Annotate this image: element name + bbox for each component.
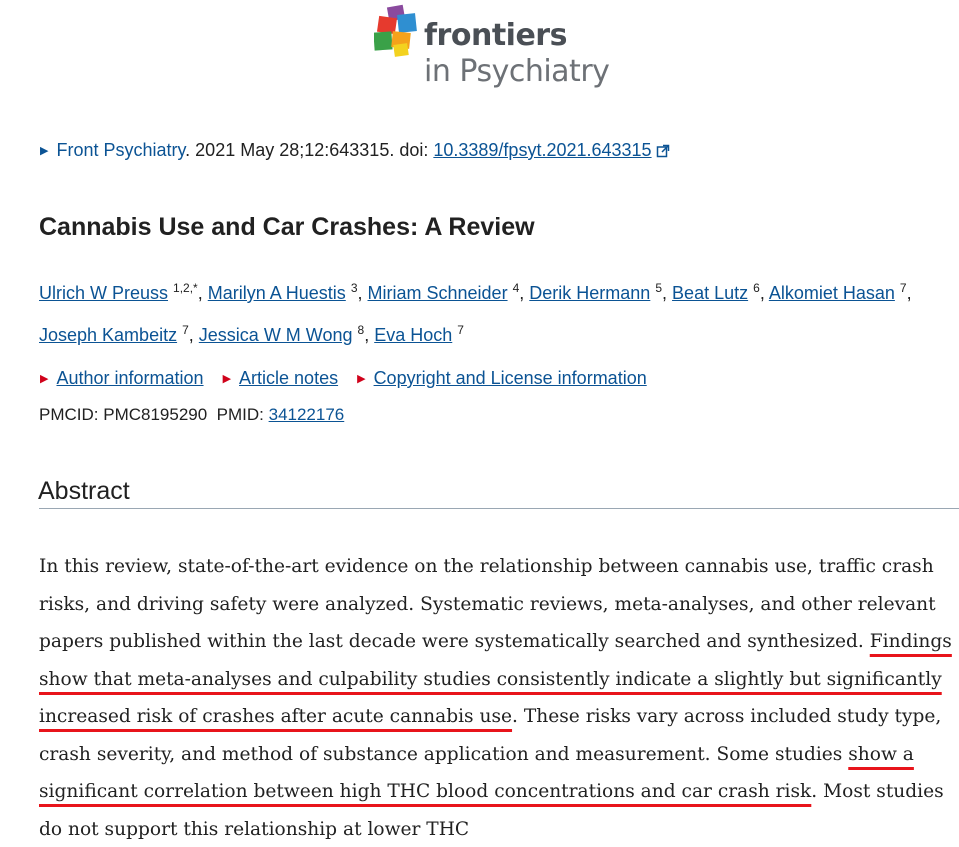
- abstract-text-segment: In this review, state-of-the-art evidence on the relationship between cannabis use, traffic crash risks, and driving safety were analyzed. Systematic reviews, meta-analyses, and other relevant papers published within the last decade were systematically searched and synthesized.: [39, 556, 936, 652]
- author-affiliation: 6: [753, 281, 760, 295]
- author-link[interactable]: Joseph Kambeitz: [39, 325, 178, 345]
- author-item: [208, 283, 358, 303]
- author-item: [529, 283, 662, 303]
- highlighted-finding: Findings show that meta-analyses and culpability studies consistently indicate a slightly but significantly increased risk of crashes after acute cannabis use: [39, 631, 952, 727]
- author-affiliation: 5: [655, 281, 663, 295]
- pmcid-value: PMC8195290: [103, 405, 208, 424]
- author-link[interactable]: Derik Hermann: [529, 283, 651, 303]
- author-affiliation: 7: [899, 281, 907, 295]
- abstract-paragraph: [39, 548, 959, 847]
- journal-logo: [374, 4, 634, 94]
- frontiers-cube-icon: [374, 4, 422, 58]
- author-link[interactable]: Jessica W M Wong: [198, 325, 353, 345]
- logo-word-frontiers: frontiers: [424, 18, 567, 53]
- author-item: [39, 283, 198, 303]
- expand-triangle-icon[interactable]: ▶: [40, 145, 49, 157]
- expand-triangle-icon[interactable]: ▶: [357, 373, 366, 385]
- author-item: [39, 325, 189, 345]
- author-link[interactable]: Miriam Schneider: [367, 283, 508, 303]
- author-affiliation: 3: [350, 281, 358, 295]
- author-item: [199, 325, 364, 345]
- author-affiliation: 7: [457, 323, 464, 337]
- author-affiliation: 7: [182, 323, 189, 337]
- pmcid-label: PMCID:: [39, 405, 104, 424]
- expand-triangle-icon[interactable]: ▶: [222, 373, 232, 385]
- citation-line: [40, 137, 670, 164]
- author-link[interactable]: Alkomiet Hasan: [768, 283, 895, 303]
- author-affiliation: 4: [512, 281, 520, 295]
- article-ids: [39, 402, 344, 428]
- citation-details: . 2021 May 28;12:643315. doi:: [185, 140, 434, 160]
- article-notes-link[interactable]: Article notes: [239, 368, 339, 388]
- pmid-label: PMID:: [216, 405, 269, 424]
- highlighted-finding: show a significant correlation between high THC blood concentrations and car crash risk: [39, 743, 914, 802]
- author-link[interactable]: Beat Lutz: [672, 283, 749, 303]
- journal-link[interactable]: Front Psychiatry: [56, 140, 186, 160]
- author-item: [672, 283, 760, 303]
- doi-link[interactable]: 10.3389/fpsyt.2021.643315: [433, 140, 652, 160]
- author-link[interactable]: Marilyn A Huestis: [207, 283, 346, 303]
- abstract-text-segment: . These risks vary across included study type, crash severity, and method of substance application and measurement. Some studies: [39, 706, 942, 765]
- expand-triangle-icon[interactable]: ▶: [40, 373, 49, 385]
- abstract-text-segment: . Most studies do not support this relationship at lower THC: [39, 781, 944, 840]
- author-item: [374, 325, 464, 345]
- author-list: Ulrich W Preuss $^{1,2,*}$, Marilyn A Huestis $^3$, Miriam Schneider $^4$, Derik Hermann $^5$, Beat Lutz $^6$, Alkomiet Hasan $^7$, Joseph Kambeitz $^7$, Jessica W M Wong $^8$, Eva Hoch $^7$: [39, 281, 912, 345]
- author-item: [769, 283, 907, 303]
- article-title: Cannabis Use and Car Crashes: A Review: [39, 213, 535, 241]
- author-information-link[interactable]: Author information: [56, 368, 204, 388]
- article-info-links: [40, 365, 661, 392]
- author-item: [368, 283, 520, 303]
- pmid-link[interactable]: 34122176: [268, 405, 345, 424]
- external-link-icon[interactable]: [656, 144, 670, 158]
- copyright-license-link[interactable]: Copyright and License information: [373, 368, 647, 388]
- author-affiliation: 1,2,*: [173, 281, 198, 295]
- logo-word-journal: in Psychiatry: [424, 54, 610, 89]
- author-link[interactable]: Eva Hoch: [374, 325, 453, 345]
- abstract-heading: Abstract: [38, 477, 130, 505]
- author-link[interactable]: Ulrich W Preuss: [39, 283, 169, 303]
- author-affiliation: 8: [357, 323, 365, 337]
- abstract-divider: [39, 508, 959, 509]
